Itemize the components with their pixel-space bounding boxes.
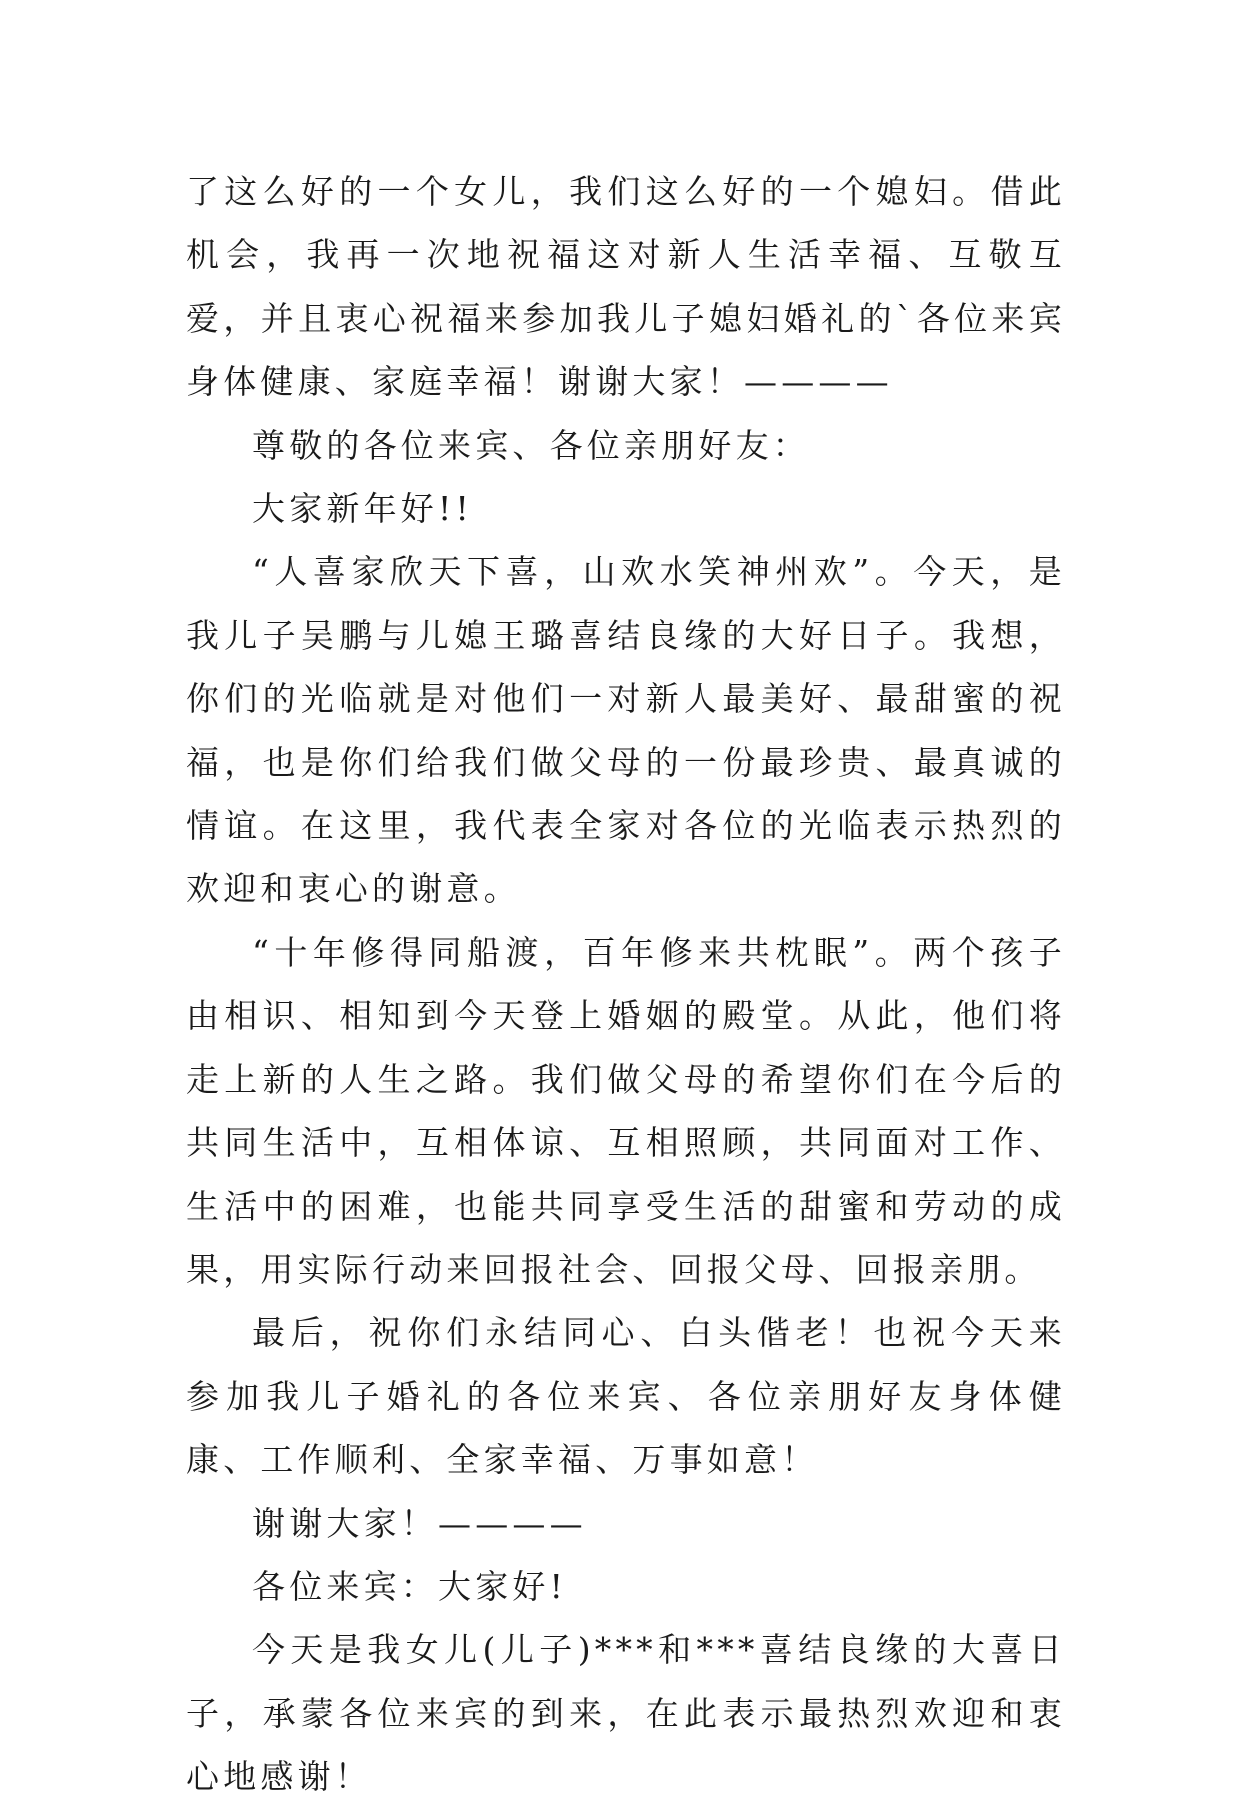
document-body [186, 160, 1066, 1809]
paragraph: 大家新年好!! [252, 489, 473, 529]
paragraph: “十年修得同船渡，百年修来共枕眠”。两个孩子由相识、相知到今天登上婚姻的殿堂。从此，他们将走上新的人生之路。我们做父母的希望你们在今后的共同生活中，互相体谅、互相照顾，共同面对工作、生活中的困难，也能共同享受生活的甜蜜和劳动的成果，用实际行动来回报社会、回报父母、回报亲朋。 [186, 932, 1066, 1289]
paragraph: 各位来宾：大家好! [252, 1566, 568, 1606]
paragraph: 尊敬的各位来宾、各位亲朋好友： [252, 425, 810, 465]
paragraph: 今天是我女儿(儿子)***和***喜结良缘的大喜日子，承蒙各位来宾的到来，在此表示最热烈欢迎和衷心地感谢！ [186, 1630, 1066, 1797]
paragraph: 谢谢大家！———— [252, 1503, 587, 1543]
paragraph: 了这么好的一个女儿，我们这么好的一个媳妇。借此机会，我再一次地祝福这对新人生活幸福、互敬互爱，并且衷心祝福来参加我儿子媳妇婚礼的`各位来宾身体健康、家庭幸福！谢谢大家！———— [186, 172, 1066, 402]
paragraph: 最后，祝你们永结同心、白头偕老！也祝今天来参加我儿子婚礼的各位来宾、各位亲朋好友身体健康、工作顺利、全家幸福、万事如意！ [186, 1313, 1066, 1480]
paragraph: “人喜家欣天下喜，山欢水笑神州欢”。今天，是我儿子吴鹏与儿媳王璐喜结良缘的大好日子。我想，你们的光临就是对他们一对新人最美好、最甜蜜的祝福，也是你们给我们做父母的一份最珍贵、最真诚的情谊。在这里，我代表全家对各位的光临表示热烈的欢迎和衷心的谢意。 [186, 552, 1066, 909]
